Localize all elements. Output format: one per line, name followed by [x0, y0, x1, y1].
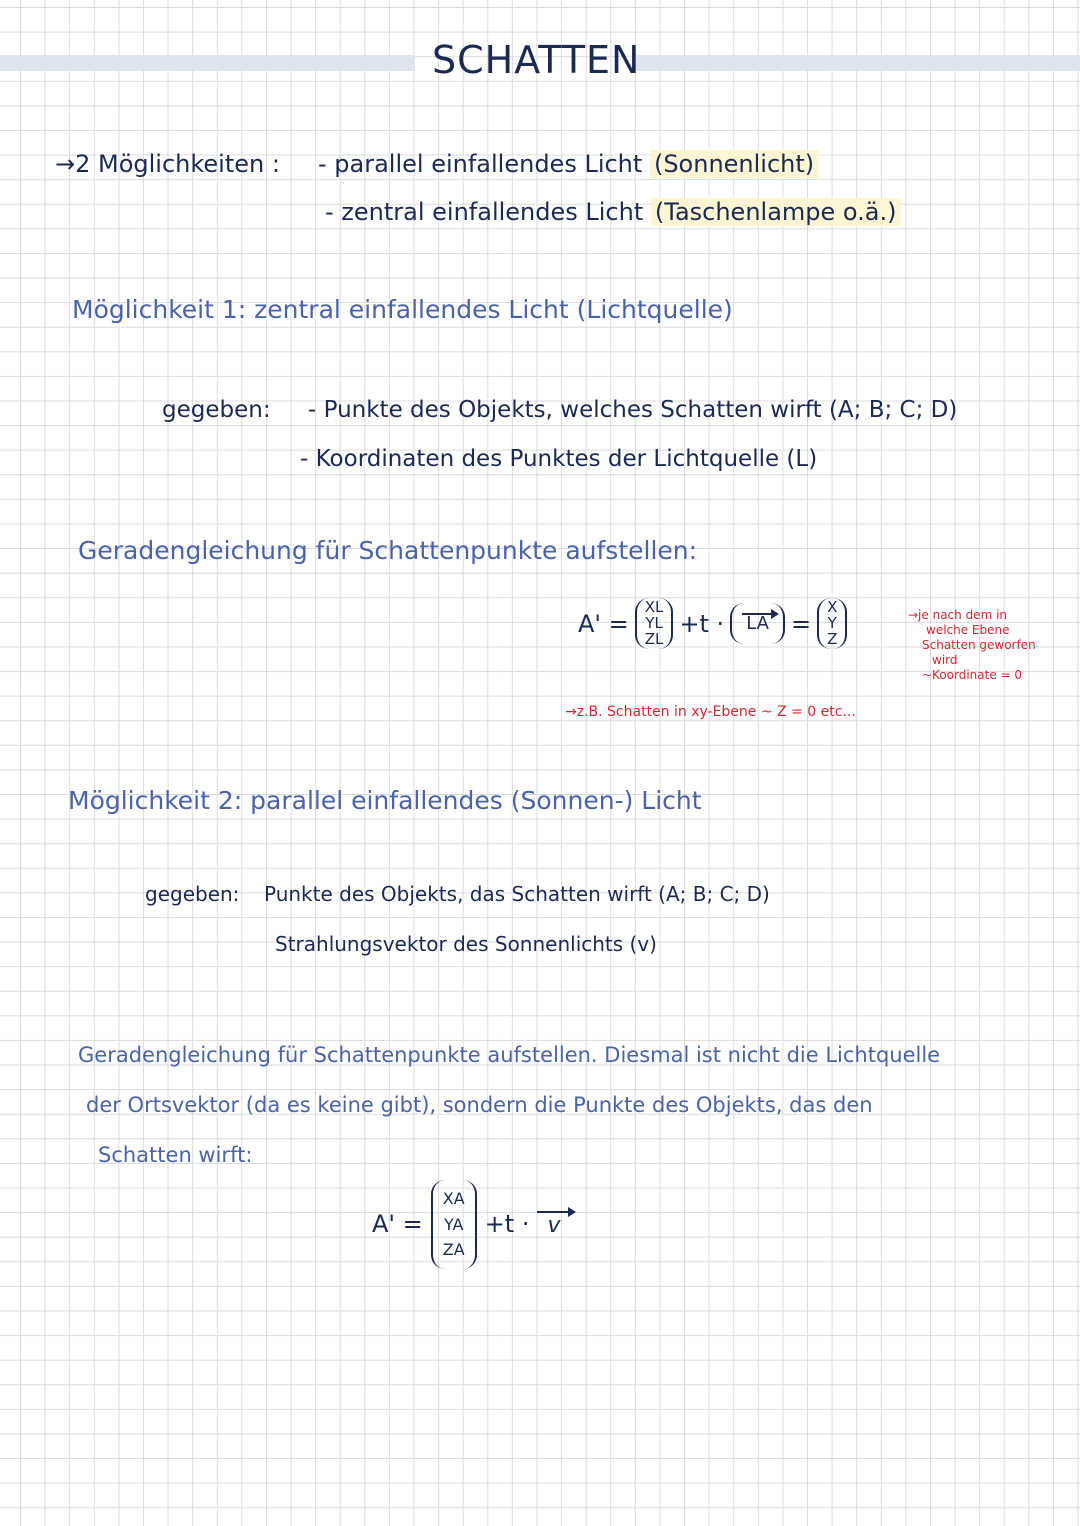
m2-vec-A-y: YA [443, 1214, 464, 1234]
m1-side-note-line: wird [932, 653, 958, 667]
m1-eq-equals: = [790, 609, 812, 638]
m2-vec-A-x: XA [442, 1189, 465, 1208]
m2-given-2: Strahlungsvektor des Sonnenlichts (v) [275, 932, 657, 956]
m1-given-2: - Koordinaten des Punktes der Lichtquelle (L) [300, 446, 818, 472]
m2-eq-lhs: A' = [372, 1210, 423, 1239]
intro-option-2 [325, 198, 901, 226]
m2-eq-plus-t: +t · [484, 1210, 530, 1239]
m1-given-1: - Punkte des Objekts, welches Schatten wirft (A; B; C; D) [308, 397, 958, 423]
m1-vec-LA-label: LA [742, 613, 773, 634]
m1-side-note-line: →je nach dem in [908, 608, 1008, 622]
m2-given-1: Punkte des Objekts, das Schatten wirft (A; B; C; D) [264, 882, 770, 906]
intro-option-2-note: (Taschenlampe o.ä.) [651, 198, 901, 226]
m1-example: →z.B. Schatten in xy-Ebene ~ Z = 0 etc... [565, 704, 856, 720]
m1-given-label: gegeben: [162, 397, 271, 423]
m2-given-label: gegeben: [145, 882, 240, 906]
m1-vec-result-z: Z [827, 629, 838, 648]
m1-vec-L-z: ZL [644, 629, 664, 648]
m1-vec-L-x: XL [644, 598, 664, 616]
m2-equation-text [78, 1030, 940, 1180]
m1-vector-LA [730, 603, 785, 644]
m1-eq-plus-t: +t · [679, 609, 725, 638]
intro-label: →2 Möglichkeiten : [55, 150, 280, 178]
title-band-right [632, 55, 1080, 71]
m2-vec-A-z: ZA [442, 1240, 465, 1260]
m2-heading: Möglichkeit 2: parallel einfallendes (Sonnen-) Licht [68, 786, 702, 815]
m1-side-note-line: Schatten geworfen [922, 638, 1036, 652]
title-band-left [0, 55, 415, 71]
m2-equation [372, 1180, 570, 1269]
intro-option-1-note: (Sonnenlicht) [650, 150, 818, 178]
page-title: SCHATTEN [432, 38, 641, 82]
m1-vec-result-y: Y [827, 613, 837, 632]
m1-heading: Möglichkeit 1: zentral einfallendes Licht (Lichtquelle) [72, 295, 733, 324]
m1-eq-lhs: A' = [578, 609, 629, 638]
m1-vec-L-y: YL [645, 613, 663, 632]
m1-side-note-line: ~Koordinate = 0 [922, 668, 1023, 682]
m1-vector-L [635, 598, 674, 649]
m1-equation [578, 598, 847, 649]
m1-vector-result [817, 598, 847, 649]
m2-vector-A [431, 1180, 477, 1269]
intro-option-2-text: - zentral einfallendes Licht [325, 198, 644, 226]
m2-eq-text-line: Schatten wirft: [98, 1143, 253, 1167]
m1-side-note-line: welche Ebene [926, 623, 1010, 637]
m1-side-note [908, 608, 1068, 683]
intro-option-1 [318, 150, 818, 178]
m1-vec-result-x: X [827, 598, 838, 616]
m1-equation-heading: Geradengleichung für Schattenpunkte aufstellen: [78, 536, 698, 565]
m2-eq-text-line: Geradengleichung für Schattenpunkte aufstellen. Diesmal ist nicht die Lichtquelle [78, 1043, 941, 1067]
m2-eq-text-line: der Ortsvektor (da es keine gibt), sondern die Punkte des Objekts, das den [86, 1093, 873, 1117]
intro-option-1-text: - parallel einfallendes Licht [318, 150, 643, 178]
m2-vec-v: v [537, 1211, 570, 1238]
